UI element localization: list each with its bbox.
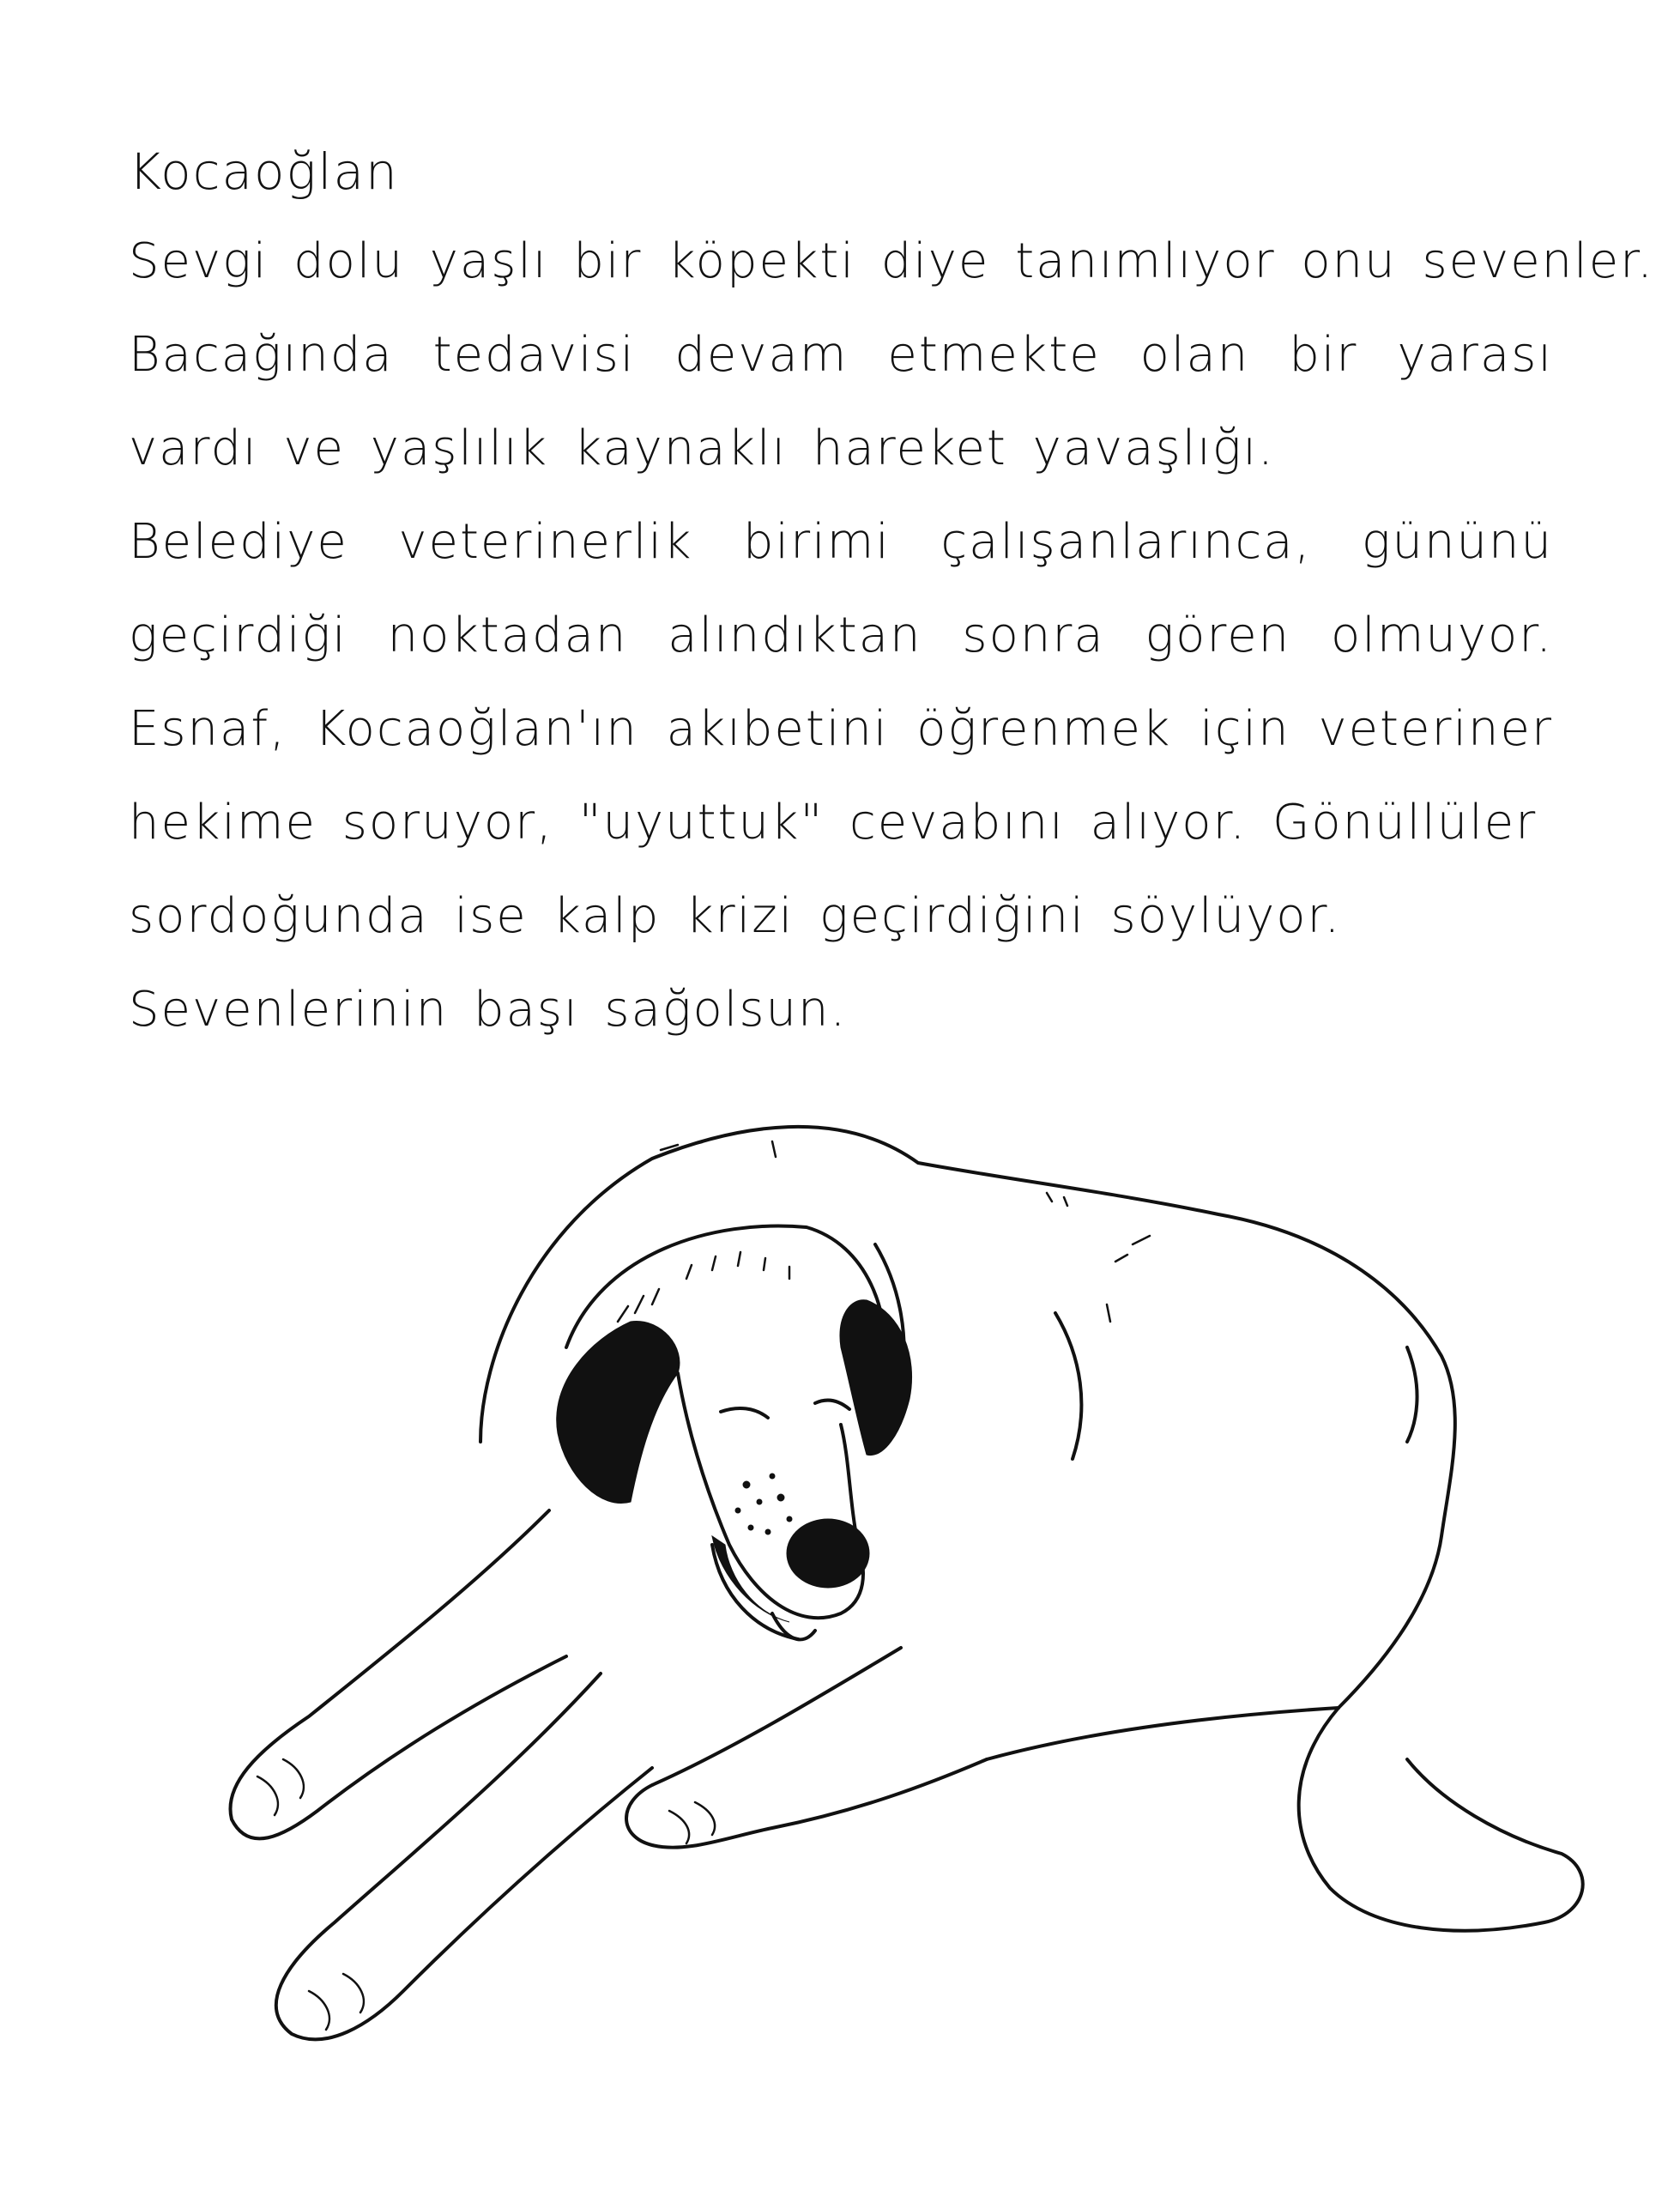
- story-line-5: geçirdiği noktadan alındıktan sonra gören olmuyor.: [129, 608, 1553, 663]
- dog-illustration: [0, 1098, 1680, 2085]
- story-line-2: Bacağında tedavisi devam etmekte olan bir yarası: [129, 327, 1553, 383]
- story-text: [129, 129, 1654, 1056]
- story-title: Kocaoğlan: [129, 142, 399, 201]
- story-line-7: hekime soruyor, "uyuttuk" cevabını alıyor. Gönüllüler: [129, 795, 1538, 850]
- story-line-3: vardı ve yaşlılık kaynaklı hareket yavaşlığı.: [129, 421, 1275, 476]
- story-line-1: Sevgi dolu yaşlı bir köpekti diye tanımlıyor onu sevenler.: [129, 233, 1654, 289]
- story-line-4: Belediye veterinerlik birimi çalışanlarınca, gününü: [129, 514, 1553, 570]
- story-line-6: Esnaf, Kocaoğlan'ın akıbetini öğrenmek için veteriner: [129, 701, 1553, 757]
- story-line-8: sordoğunda ise kalp krizi geçirdiğini söylüyor.: [129, 888, 1342, 944]
- dog-drawing: [0, 1098, 1680, 2085]
- story-line-9: Sevenlerinin başı sağolsun.: [129, 982, 848, 1038]
